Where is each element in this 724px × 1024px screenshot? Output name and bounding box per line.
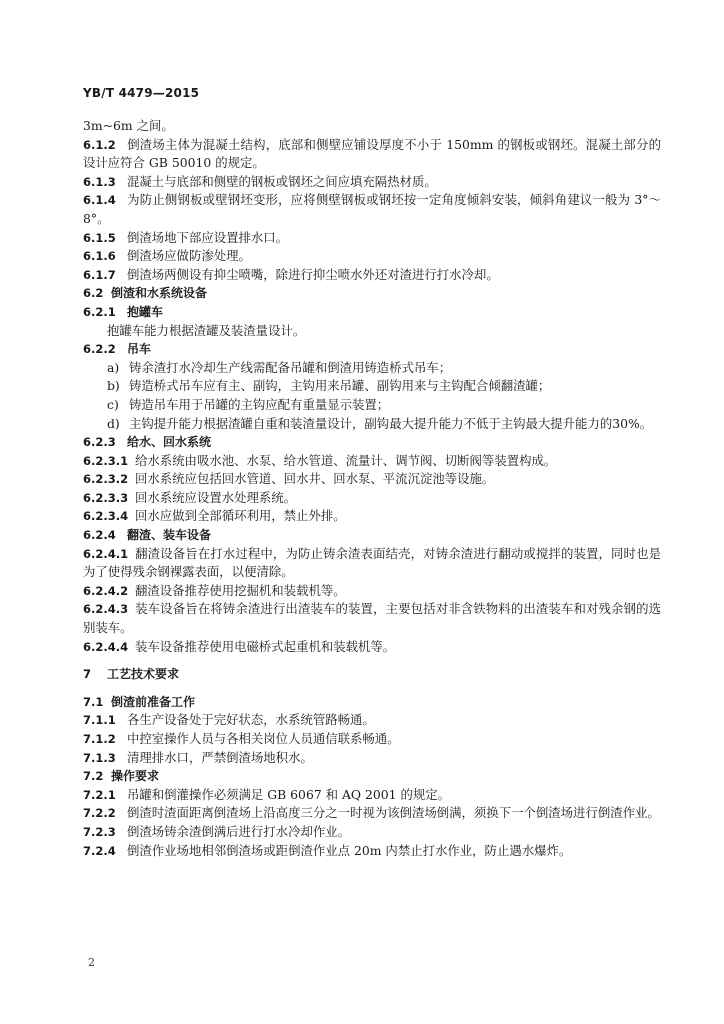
clause-heading <box>83 433 661 452</box>
list-item-label: c) <box>107 396 119 412</box>
clause-number: 6.2.2 <box>83 342 116 357</box>
clause-number: 6.2.4.4 <box>83 639 129 654</box>
clause-number: 6.1.7 <box>83 267 116 282</box>
clause <box>83 711 661 730</box>
clause <box>83 545 661 582</box>
heading-text: 倒渣和水系统设备 <box>111 286 208 301</box>
list-item <box>83 377 661 396</box>
clause-number: 7.2.3 <box>83 824 116 839</box>
heading-text: 操作要求 <box>111 769 160 784</box>
document-body <box>83 117 661 860</box>
clause-text: 倒渣场应做防渗处理。 <box>127 248 251 264</box>
list-item-text: 铸造桥式吊车应有主、副钩，主钩用来吊罐、副钩用来与主钩配合倾翻渣罐； <box>129 378 551 394</box>
clause-heading <box>83 665 661 684</box>
section-gap <box>83 656 661 665</box>
clause-number: 6.2.4.3 <box>83 602 129 617</box>
clause-text: 装车设备推荐使用电磁桥式起重机和装载机等。 <box>135 638 396 654</box>
clause-text: 倒渣场地下部应设置排水口。 <box>127 229 289 245</box>
clause <box>83 489 661 508</box>
clause-number: 6.2.4.2 <box>83 583 129 598</box>
clause <box>83 582 661 601</box>
clause <box>83 452 661 471</box>
list-item-label: b) <box>107 378 120 394</box>
clause-number: 6.2 <box>83 286 104 301</box>
clause-number: 7 <box>83 667 92 682</box>
clause-text: 翻渣设备旨在打水过程中，为防止铸余渣表面结壳，对铸余渣进行翻动或搅拌的装置，同时也是为了使得残余钢裸露表面，以便清除。 <box>83 545 661 580</box>
clause-number: 6.1.2 <box>83 137 116 152</box>
clause-text: 倒渣场铸余渣倒满后进行打水冷却作业。 <box>127 823 351 839</box>
list-item <box>83 396 661 415</box>
list-item-label: d) <box>107 415 120 431</box>
list-item <box>83 415 661 434</box>
clause <box>83 842 661 861</box>
clause-text: 中控室操作人员与各相关岗位人员通信联系畅通。 <box>127 731 400 746</box>
clause-heading <box>83 340 661 359</box>
clause-text: 为防止侧钢板或壁钢坯变形，应将侧壁钢板或钢坯按一定角度倾斜安装，倾斜角建议一般为 3°～8°。 <box>83 192 661 226</box>
clause-heading <box>83 693 661 712</box>
clause-heading <box>83 284 661 303</box>
clause-text: 清理排水口，严禁倒渣场地积水。 <box>127 749 313 765</box>
clause <box>83 173 661 192</box>
heading-text: 倒渣前准备工作 <box>111 694 196 709</box>
clause <box>83 470 661 489</box>
clause-text: 倒渣作业场地相邻倒渣场或距倒渣作业点 20m 内禁止打水作业，防止遇水爆炸。 <box>127 842 572 858</box>
clause-text: 倒渣时渣面距离倒渣场上沿高度三分之一时视为该倒渣场倒满，须换下一个倒渣场进行倒渣作业。 <box>127 805 660 821</box>
list-item-text: 主钩提升能力根据渣罐自重和装渣量设计，副钩最大提升能力不低于主钩最大提升能力的30%。 <box>129 415 653 431</box>
clause-number: 6.2.3.3 <box>83 490 129 505</box>
paragraph <box>83 322 661 341</box>
section-gap <box>83 684 661 693</box>
clause-text: 装车设备旨在将铸余渣进行出渣装车的装置，主要包括对非含铁物料的出渣装车和对残余钢的选别装车。 <box>83 601 661 636</box>
clause <box>83 730 661 749</box>
clause-text: 回水系统应包括回水管道、回水井、回水泵、平流沉淀池等设施。 <box>135 471 495 487</box>
clause-text: 翻渣设备推荐使用挖掘机和装载机等。 <box>135 582 346 598</box>
clause-heading <box>83 526 661 545</box>
clause-text: 倒渣场主体为混凝土结构，底部和侧壁应铺设厚度不小于 150mm 的钢板或钢坯。混凝土部分的设计应符合 GB 50010 的规定。 <box>83 136 661 171</box>
heading-text: 吊车 <box>127 342 152 357</box>
list-item-text: 铸造吊车用于吊罐的主钩应配有重量显示装置； <box>129 396 390 412</box>
clause <box>83 786 661 805</box>
clause-text: 各生产设备处于完好状态，水系统管路畅通。 <box>127 712 375 728</box>
clause <box>83 136 661 173</box>
paragraph <box>83 117 661 136</box>
clause-number: 7.1 <box>83 694 104 709</box>
clause <box>83 247 661 266</box>
list-item-label: a) <box>107 359 120 375</box>
clause-text: 回水系统应设置水处理系统。 <box>135 489 297 505</box>
clause-number: 6.2.4.1 <box>83 546 129 561</box>
clause <box>83 600 661 637</box>
clause-number: 6.1.6 <box>83 249 116 264</box>
clause-number: 6.2.3.4 <box>83 509 129 524</box>
list-item <box>83 359 661 378</box>
heading-text: 翻渣、装车设备 <box>127 528 212 543</box>
standard-code: YB/T 4479—2015 <box>83 86 200 100</box>
clause-number: 6.2.4 <box>83 528 116 543</box>
clause <box>83 266 661 285</box>
clause <box>83 191 661 228</box>
paragraph-text: 抱罐车能力根据渣罐及装渣量设计。 <box>107 322 306 338</box>
page-number: 2 <box>88 956 95 969</box>
clause-heading <box>83 767 661 786</box>
clause-text: 回水应做到全部循环利用，禁止外排。 <box>135 508 346 524</box>
clause-text: 给水系统由吸水池、水泵、给水管道、流量计、调节阀、切断阀等装置构成。 <box>135 452 557 468</box>
clause <box>83 229 661 248</box>
clause-number: 7.2.1 <box>83 787 116 802</box>
heading-text: 抱罐车 <box>127 304 164 319</box>
clause <box>83 823 661 842</box>
clause <box>83 804 661 823</box>
clause-number: 7.1.1 <box>83 713 116 728</box>
clause-text: 混凝土与底部和侧壁的钢板或钢坯之间应填充隔热材质。 <box>127 173 437 189</box>
clause-number: 6.2.3.1 <box>83 453 129 468</box>
clause-heading <box>83 303 661 322</box>
clause-number: 6.1.4 <box>83 193 116 208</box>
clause-text: 吊罐和倒灌操作必须满足 GB 6067 和 AQ 2001 的规定。 <box>127 786 451 802</box>
clause-number: 6.1.5 <box>83 230 116 245</box>
clause-number: 6.2.1 <box>83 304 116 319</box>
clause-number: 6.1.3 <box>83 174 116 189</box>
clause-number: 7.1.2 <box>83 732 116 746</box>
clause-text: 倒渣场两侧设有抑尘喷嘴，除进行抑尘喷水外还对渣进行打水冷却。 <box>127 266 499 282</box>
clause-text: 3m~6m 之间。 <box>83 118 174 133</box>
clause-number: 6.2.3 <box>83 435 116 450</box>
list-item-text: 铸余渣打水冷却生产线需配备吊罐和倒渣用铸造桥式吊车； <box>129 359 452 375</box>
heading-text: 工艺技术要求 <box>107 667 180 682</box>
clause <box>83 638 661 657</box>
clause-number: 7.2.4 <box>83 843 116 858</box>
clause-number: 7.2 <box>83 769 104 784</box>
heading-text: 给水、回水系统 <box>127 435 212 450</box>
clause <box>83 749 661 768</box>
clause-number: 6.2.3.2 <box>83 472 129 487</box>
clause-number: 7.1.3 <box>83 750 116 765</box>
clause-number: 7.2.2 <box>83 806 116 821</box>
clause <box>83 507 661 526</box>
